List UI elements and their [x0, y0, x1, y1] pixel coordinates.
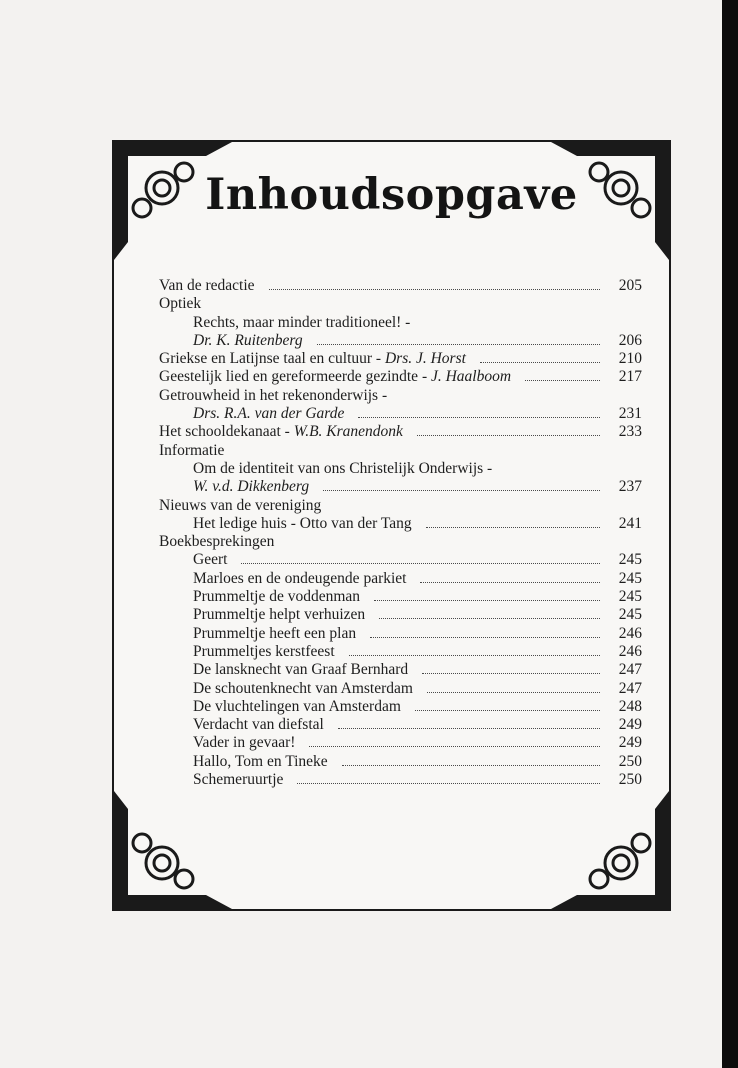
toc-page-number: 241	[618, 514, 642, 532]
toc-entry-title: De vluchtelingen van Amsterdam	[193, 697, 401, 715]
toc-entry-title: Schemeruurtje	[193, 771, 284, 789]
toc-entry	[159, 680, 642, 698]
ornament-corner-bottom-right	[551, 791, 669, 909]
toc-entry	[159, 771, 642, 789]
toc-entry-title: Prummeltje helpt verhuizen	[193, 606, 366, 624]
toc-leader-dots	[269, 289, 600, 290]
toc-page-number: 231	[618, 405, 642, 423]
toc-leader-dots	[342, 765, 600, 766]
toc-entry-title: Hallo, Tom en Tineke	[193, 752, 328, 770]
toc-entry-title: Geert	[193, 551, 228, 569]
toc-page-number: 217	[618, 368, 642, 386]
toc-leader-dots	[426, 527, 600, 528]
toc-entry-title: Rechts, maar minder traditioneel! -	[193, 313, 411, 331]
toc-entry-author: W. v.d. Dikkenberg	[193, 478, 310, 496]
toc-entry	[159, 387, 642, 405]
toc-entry	[159, 423, 642, 441]
toc-entry	[159, 405, 642, 423]
toc-page-number: 210	[618, 350, 642, 368]
toc-entry	[159, 478, 642, 496]
toc-leader-dots	[323, 490, 600, 491]
toc-page-number: 245	[618, 569, 642, 587]
toc-entry	[159, 551, 642, 569]
toc-entry	[159, 625, 642, 643]
toc-entry	[159, 643, 642, 661]
toc-entry	[159, 332, 642, 350]
toc-entry	[159, 515, 642, 533]
toc-leader-dots	[370, 637, 600, 638]
toc-entry-title: De schoutenknecht van Amsterdam	[193, 679, 413, 697]
toc-leader-dots	[422, 673, 600, 674]
toc-entry	[159, 295, 642, 313]
toc-entry-label	[193, 606, 365, 624]
toc-entry-author: W.B. Kranendonk	[293, 423, 403, 441]
toc-entry-label	[159, 277, 255, 295]
toc-page-number: 249	[618, 734, 642, 752]
toc-entry-label	[193, 734, 295, 752]
toc-entry-author: J. Haalboom	[430, 368, 512, 386]
ornament-corner-bottom-left	[114, 791, 232, 909]
toc-leader-dots	[241, 563, 600, 564]
toc-leader-dots	[309, 746, 600, 747]
toc-entry-label	[159, 423, 403, 441]
toc-entry-label	[159, 442, 224, 460]
toc-entry-label	[193, 460, 492, 478]
toc-page-number: 247	[618, 661, 642, 679]
toc-page-number: 205	[618, 277, 642, 294]
toc-page-number: 249	[618, 716, 642, 734]
toc-entry	[159, 460, 642, 478]
toc-entry-title: Optiek	[159, 295, 202, 313]
toc-entry-title: Marloes en de ondeugende parkiet	[193, 569, 407, 587]
toc-entry	[159, 277, 642, 295]
toc-leader-dots	[420, 582, 600, 583]
toc-leader-dots	[480, 362, 600, 363]
toc-page-number: 250	[618, 752, 642, 770]
toc-entry-author: Dr. K. Ruitenberg	[193, 331, 303, 349]
toc-page-number: 246	[618, 642, 642, 660]
toc-page-number: 245	[618, 588, 642, 606]
toc-entry-title: Griekse en Latijnse taal en cultuur -	[159, 350, 385, 368]
toc-entry-title: Verdacht van diefstal	[193, 716, 324, 734]
toc-entry-label	[193, 332, 303, 350]
toc-page-number: 237	[618, 478, 642, 496]
toc-leader-dots	[358, 417, 600, 418]
toc-page-number: 247	[618, 679, 642, 697]
toc-entry	[159, 497, 642, 515]
toc-entry-label	[193, 314, 410, 332]
toc-page-number: 245	[618, 551, 642, 569]
toc-entry	[159, 314, 642, 332]
toc-entry-label	[193, 405, 344, 423]
toc-leader-dots	[374, 600, 600, 601]
toc-entry-label	[159, 350, 466, 368]
toc-leader-dots	[427, 692, 600, 693]
toc-entry-label	[193, 478, 309, 496]
toc-entry-title: Informatie	[159, 441, 225, 459]
toc-entry-label	[193, 643, 335, 661]
table-of-contents	[159, 277, 642, 789]
toc-page-number: 233	[618, 423, 642, 441]
toc-entry-label	[193, 588, 360, 606]
toc-entry	[159, 661, 642, 679]
toc-entry-label	[193, 661, 408, 679]
toc-entry-title: Nieuws van de vereniging	[159, 496, 322, 514]
toc-entry-author: Drs. J. Horst	[384, 350, 466, 368]
toc-page-number: 250	[618, 771, 642, 789]
toc-entry-label	[193, 716, 324, 734]
toc-entry	[159, 368, 642, 386]
toc-page-number: 248	[618, 697, 642, 715]
toc-entry	[159, 442, 642, 460]
toc-entry-title: Het schooldekanaat -	[159, 423, 294, 441]
toc-entry-title: Geestelijk lied en gereformeerde gezindte -	[159, 368, 431, 386]
toc-leader-dots	[297, 783, 600, 784]
toc-entry-label	[159, 295, 201, 313]
toc-entry-label	[193, 551, 227, 569]
toc-entry	[159, 588, 642, 606]
page-edge-bar	[722, 0, 738, 1068]
toc-entry	[159, 606, 642, 624]
toc-entry-title: Boekbesprekingen	[159, 533, 275, 551]
toc-entry-label	[159, 387, 387, 405]
toc-leader-dots	[349, 655, 600, 656]
toc-entry-label	[193, 698, 401, 716]
toc-entry-title: De lansknecht van Graaf Bernhard	[193, 661, 409, 679]
toc-entry-title: Vader in gevaar!	[193, 734, 296, 752]
toc-page-number: 246	[618, 624, 642, 642]
toc-entry	[159, 698, 642, 716]
toc-page-number: 206	[618, 331, 642, 349]
toc-entry-label	[193, 771, 283, 789]
toc-entry	[159, 350, 642, 368]
toc-entry	[159, 716, 642, 734]
toc-entry-label	[193, 515, 412, 533]
page-title: Inhoudsopgave	[205, 170, 578, 220]
toc-leader-dots	[338, 728, 600, 729]
toc-entry-title: Prummeltjes kerstfeest	[193, 642, 335, 660]
toc-entry-title: Prummeltje de voddenman	[193, 588, 361, 606]
toc-page-number: 245	[618, 606, 642, 624]
toc-frame	[112, 140, 671, 911]
toc-entry-label	[193, 625, 356, 643]
toc-entry	[159, 570, 642, 588]
toc-entry-label	[159, 533, 274, 551]
toc-leader-dots	[415, 710, 600, 711]
toc-entry-title: Prummeltje heeft een plan	[193, 624, 357, 642]
toc-entry-label	[193, 570, 406, 588]
toc-leader-dots	[525, 380, 600, 381]
toc-entry-title: Het ledige huis - Otto van der Tang	[193, 514, 412, 532]
toc-entry-label	[159, 368, 511, 386]
toc-entry-title: Van de redactie	[159, 277, 255, 294]
toc-entry-author: Drs. R.A. van der Garde	[193, 405, 345, 423]
toc-entry	[159, 753, 642, 771]
toc-entry-title: Getrouwheid in het rekenonderwijs -	[159, 386, 388, 404]
toc-entry-label	[159, 497, 321, 515]
toc-entry-label	[193, 753, 328, 771]
toc-leader-dots	[379, 618, 600, 619]
toc-leader-dots	[417, 435, 600, 436]
toc-entry	[159, 734, 642, 752]
toc-entry-title: Om de identiteit van ons Christelijk Onderwijs -	[193, 459, 493, 477]
toc-entry	[159, 533, 642, 551]
toc-entry-label	[193, 680, 413, 698]
toc-leader-dots	[317, 344, 600, 345]
